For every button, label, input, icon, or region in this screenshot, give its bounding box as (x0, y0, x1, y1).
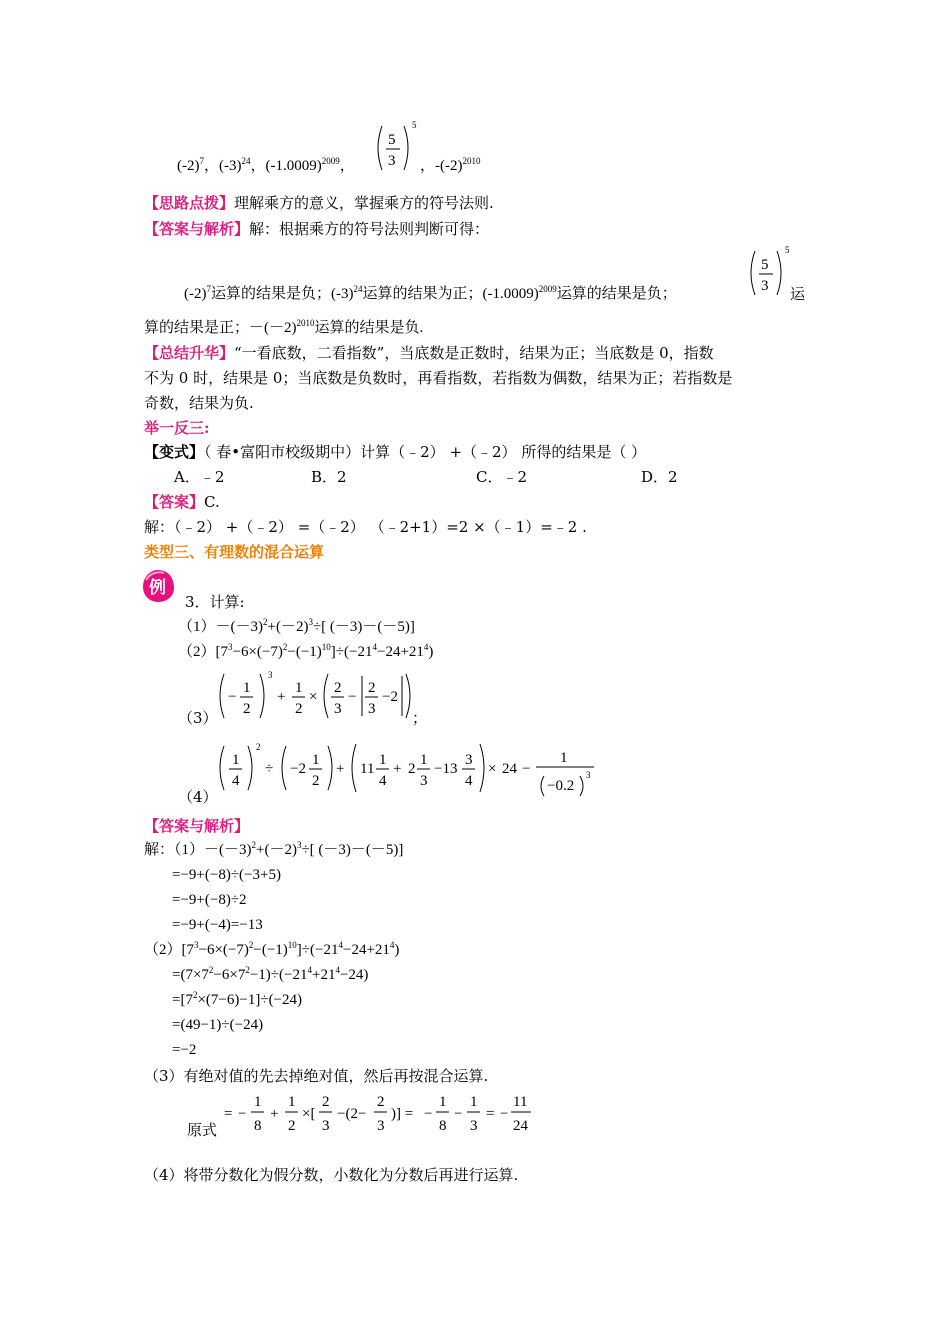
question3-part2: $(2)[7^3-6\times(-7)^2-(-1)^{10}]\div(-21^4-24+21^4)$ (178, 642, 434, 660)
svg-text:1: 1 (470, 1094, 478, 1110)
svg-text:−(2−: −(2− (337, 1106, 367, 1122)
svg-text:3: 3 (334, 701, 342, 717)
svg-text:4: 4 (379, 773, 387, 789)
svg-text:5: 5 (761, 257, 769, 273)
svg-text:1: 1 (312, 752, 320, 768)
svg-text:3: 3 (388, 153, 396, 169)
question3-part1: $(1)-(-3)^2+(-2)^3\div$[ (－3)－(－5)] (178, 617, 415, 635)
svg-text:=: = (224, 1106, 233, 1122)
svg-text:3: 3 (377, 1118, 385, 1134)
solution2-line0: $(2)[7^3-6\times(-7)^2-(-1)^{10}]\div(-21^4-24+21^4)$ (144, 940, 400, 958)
question3-part4-formula (216, 740, 601, 802)
svg-text:=: = (486, 1106, 495, 1122)
svg-text:5: 5 (785, 245, 790, 255)
svg-text:8: 8 (439, 1118, 447, 1134)
svg-text:3: 3 (322, 1118, 330, 1134)
question3-title: 3．计算: (185, 593, 245, 611)
svg-text:×[: ×[ (302, 1106, 316, 1122)
summary-line-3: 奇数，结果为负. (144, 394, 254, 412)
solution4-intro: （4）将带分数化为假分数，小数化为分数后再进行运算. (144, 1166, 519, 1184)
svg-text:11: 11 (360, 761, 375, 777)
svg-text:3: 3 (465, 752, 473, 768)
svg-text:1: 1 (254, 1094, 262, 1110)
svg-text:1: 1 (243, 680, 251, 696)
svg-text:1: 1 (560, 750, 568, 766)
variant-solution: 解：（﹣2） +（﹣2） =（﹣2） （﹣2+1）=2 ×（﹣1）=﹣2 . (144, 518, 587, 536)
option-c: C．﹣2 (476, 468, 528, 486)
svg-text:4: 4 (465, 773, 473, 789)
solution1-line1: =−9+(−8)÷(−3+5) (172, 867, 281, 883)
svg-text:2: 2 (243, 701, 251, 717)
svg-text:−: − (522, 761, 531, 777)
svg-text:1: 1 (379, 752, 387, 768)
svg-text:2: 2 (334, 680, 342, 696)
question3-part4-label: （4） (178, 788, 218, 806)
svg-text:×: × (488, 761, 497, 777)
svg-text:3: 3 (368, 701, 376, 717)
svg-text:−2: −2 (382, 689, 398, 705)
svg-text:3: 3 (470, 1118, 478, 1134)
svg-text:−13: −13 (434, 761, 458, 777)
solution2-line1: $=(7\times 7^2-6\times 7^2-1)\div(-21^4+21^4-24)$ (172, 965, 369, 983)
result-line-tail: 运 (790, 285, 806, 303)
svg-text:2: 2 (256, 742, 261, 752)
example-expression-list: $(-2)^7$，$(-3)^{24}$，$(-1.0009)^{2009}$， (177, 156, 355, 174)
svg-text:+: + (393, 761, 402, 777)
svg-text:2: 2 (288, 1118, 296, 1134)
svg-text:2: 2 (322, 1094, 330, 1110)
answer-line: 【答案】C. (144, 493, 220, 511)
question3-part3-label: （3） (178, 709, 218, 727)
solution1-line2: =−9+(−8)÷2 (172, 892, 247, 908)
svg-text:−: − (454, 1106, 463, 1122)
svg-text:4: 4 (232, 773, 240, 789)
svg-text:24: 24 (502, 761, 517, 777)
svg-text:1: 1 (232, 752, 240, 768)
svg-text:3: 3 (268, 670, 273, 680)
svg-text:3: 3 (761, 278, 769, 294)
svg-text:2: 2 (408, 761, 416, 777)
answer-analysis-tag: 【答案与解析】 (144, 220, 250, 238)
solution3-label: 原式 (187, 1121, 218, 1139)
svg-text:+: + (336, 761, 345, 777)
solution3-intro: （3）有绝对值的先去掉绝对值，然后再按混合运算. (144, 1067, 489, 1085)
example-badge (140, 568, 176, 604)
svg-text:2: 2 (377, 1094, 385, 1110)
svg-text:1: 1 (288, 1094, 296, 1110)
question3-part3-semicolon: ； (412, 709, 428, 727)
svg-text:)] =: )] = (391, 1106, 414, 1122)
svg-text:1: 1 (420, 752, 428, 768)
svg-text:2: 2 (312, 773, 320, 789)
svg-text:+: + (277, 689, 286, 705)
solution3-formula (220, 1086, 540, 1140)
result-line-2: 算的结果是正；$-(-2)^{2010}$运算的结果是负. (144, 318, 424, 336)
svg-text:1: 1 (295, 680, 303, 696)
svg-text:×: × (309, 689, 318, 705)
answer-analysis-tag-2: 【答案与解析】 (144, 817, 250, 835)
solution1-line0: 解：$(1)-(-3)^2+(-2)^3\div$[ (－3)－(－5)] (144, 840, 404, 858)
question3-part3-formula (216, 668, 416, 724)
option-d: D．2 (641, 468, 678, 486)
svg-text:3: 3 (420, 773, 428, 789)
option-b: B．2 (311, 468, 347, 486)
svg-text:2: 2 (368, 680, 376, 696)
svg-text:−: − (238, 1106, 247, 1122)
example-expression-tail: ，$-(-2)^{2010}$ (420, 156, 481, 174)
practice-heading: 举一反三: (144, 419, 210, 437)
svg-text:11: 11 (513, 1094, 528, 1110)
hint-tag: 【思路点拨】 (144, 194, 235, 212)
solution2-line2: $=[7^2\times(7-6)-1]\div(-24)$ (172, 990, 303, 1008)
solution2-line3: =(49−1)÷(−24) (172, 1017, 264, 1033)
option-a: A．﹣2 (174, 468, 225, 486)
svg-text:8: 8 (254, 1118, 262, 1134)
svg-text:−: − (500, 1106, 509, 1122)
answer-tag: 【答案】 (144, 493, 205, 511)
solution2-line4: =−2 (172, 1042, 197, 1058)
summary-line-1: 【总结升华】“一看底数，二看指数”，当底数是正数时，结果为正；当底数是 0，指数 (144, 344, 714, 362)
summary-line-2: 不为 0 时，结果是 0；当底数是负数时，再看指数，若指数为偶数，结果为正；若指数是 (144, 369, 733, 387)
svg-text:5: 5 (388, 132, 396, 148)
svg-text:3: 3 (586, 770, 591, 780)
variant-question: 【变式】（ 春•富阳市校级期中）计算（﹣2） +（﹣2） 所得的结果是（ ） (144, 443, 647, 461)
svg-text:÷: ÷ (265, 761, 274, 777)
answer-analysis-paragraph: 【答案与解析】解：根据乘方的符号法则判断可得： (144, 220, 490, 238)
svg-text:5: 5 (412, 120, 417, 130)
variant-tag: 【变式】 (144, 443, 205, 461)
svg-text:例: 例 (149, 578, 166, 597)
result-line-1: $(-2)^7$运算的结果是负；$(-3)^{24}$运算的结果为正；$(-1.0009)^{2009}$运算的结果是负； (184, 284, 677, 302)
svg-text:−: − (424, 1106, 433, 1122)
svg-text:−2: −2 (290, 761, 306, 777)
fraction-five-thirds-power (372, 120, 418, 176)
svg-text:2: 2 (295, 701, 303, 717)
hint-paragraph: 【思路点拨】理解乘方的意义，掌握乘方的符号法则. (144, 194, 494, 212)
svg-text:1: 1 (439, 1094, 447, 1110)
svg-text:24: 24 (513, 1118, 528, 1134)
svg-text:−0.2: −0.2 (547, 778, 575, 794)
result-fraction-power (745, 245, 791, 301)
svg-text:−: − (228, 689, 237, 705)
type3-heading: 类型三、有理数的混合运算 (144, 543, 325, 561)
summary-tag: 【总结升华】 (144, 344, 235, 362)
svg-text:+: + (270, 1106, 279, 1122)
solution1-line3: =−9+(−4)=−13 (172, 917, 263, 933)
svg-text:−: − (348, 689, 357, 705)
